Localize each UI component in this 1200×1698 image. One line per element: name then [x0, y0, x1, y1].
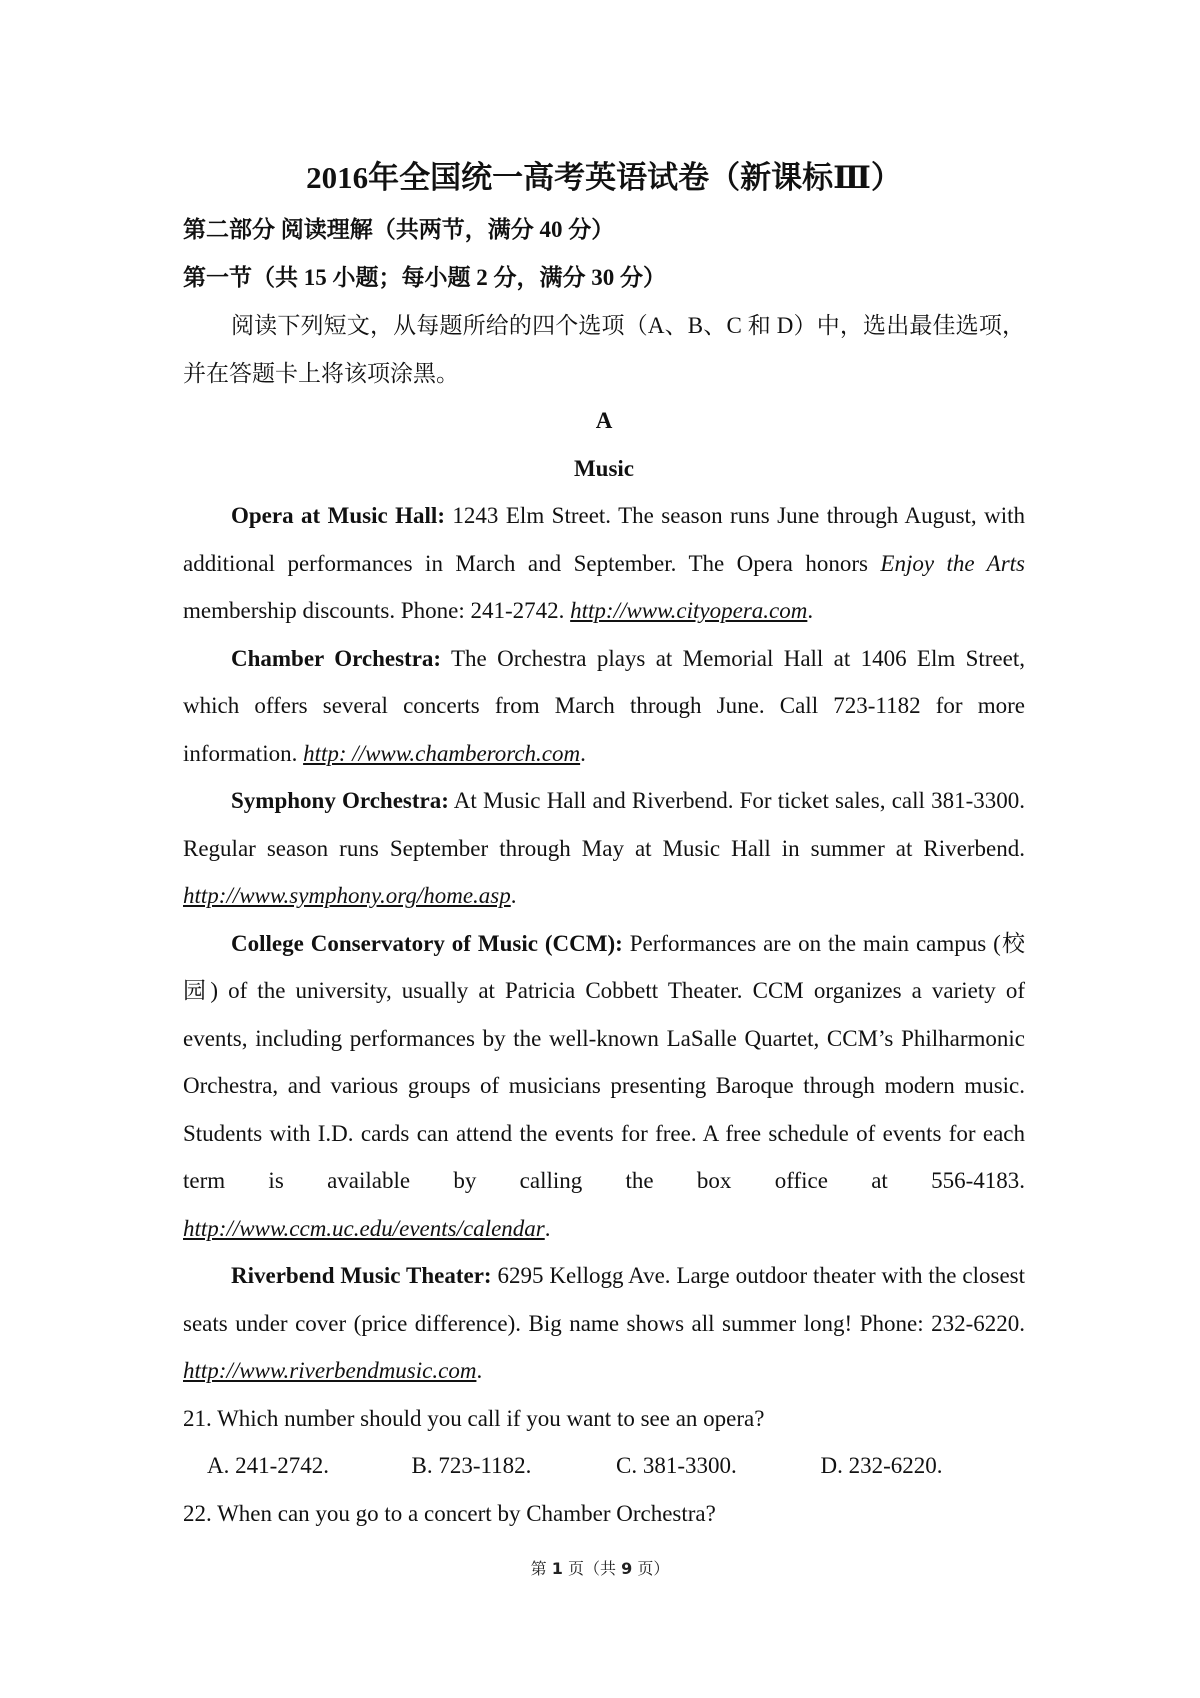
total-pages: 9 — [621, 1559, 633, 1578]
paragraph-text: 1243 Elm Street. The season runs June through August, with additional performances in March and September. The Opera honors — [183, 503, 1025, 576]
paragraph-ccm — [183, 920, 1025, 1253]
part-heading: 第二部分 阅读理解（共两节，满分 40 分） — [183, 217, 615, 242]
paragraph-text: membership discounts. Phone: 241-2742. — [183, 598, 571, 623]
page-title: 2016年全国统一高考英语试卷（新课标Ⅲ） — [306, 160, 902, 195]
url-link[interactable]: http://www.cityopera.com — [570, 598, 808, 623]
footer-middle: 页（共 — [562, 1559, 622, 1578]
punctuation: . — [476, 1358, 483, 1383]
url-link[interactable]: http://www.symphony.org/home.asp — [183, 883, 511, 908]
page-footer — [0, 1556, 1200, 1579]
paragraph-text: Performances are on the main campus (校园) of the university, usually at Patricia Cobbett Theater. CCM organizes a variety of events, including performances by the well-known LaSalle Quartet, CCM’s Philharmonic Orchestra, and various groups of musicians presenting Baroque through modern music. Students with I.D. cards can attend the events for free. A free schedule of events for each term is available by calling the box office at 556-4183. — [183, 930, 1025, 1193]
question-21: 21. Which number should you call if you want to see an opera? — [183, 1405, 765, 1431]
option-c: C. 381-3300. — [616, 1453, 737, 1478]
page-number: 1 — [551, 1559, 563, 1578]
passage-letter: A — [595, 408, 613, 433]
instruction-text: 阅读下列短文，从每题所给的四个选项（A、B、C 和 D）中，选出最佳选项，并在答题卡上将该项涂黑。 — [183, 313, 1025, 386]
punctuation: . — [544, 1215, 551, 1241]
punctuation: . — [807, 598, 814, 623]
punctuation: . — [510, 883, 517, 908]
paragraph-symphony — [183, 777, 1025, 920]
question-22: 22. When can you go to a concert by Chamber Orchestra? — [183, 1500, 716, 1526]
paragraph-riverbend — [183, 1252, 1025, 1395]
italic-text: Enjoy the Arts — [880, 550, 1026, 576]
option-b: B. 723-1182. — [411, 1453, 532, 1478]
paragraph-text: The Orchestra plays at Memorial Hall at 1406 Elm Street, which offers several concerts from March through June. Call 723-1182 for more information. — [183, 645, 1025, 766]
paragraph-text: 6295 Kellogg Ave. Large outdoor theater with the closest seats under cover (price difference). Big name shows all summer long! Phone: 232-6220. — [183, 1263, 1025, 1336]
venue-name: Riverbend Music Theater: — [231, 1263, 492, 1288]
page-content — [183, 150, 1025, 1537]
passage-heading: Music — [573, 455, 635, 481]
venue-name: College Conservatory of Music (CCM): — [231, 930, 623, 956]
url-link[interactable]: http: //www.chamberorch.com — [303, 740, 581, 766]
paragraph-opera — [183, 492, 1025, 635]
punctuation: . — [580, 740, 586, 766]
venue-name: Opera at Music Hall: — [231, 503, 445, 528]
option-d: D. 232-6220. — [820, 1453, 943, 1478]
question-21-options — [183, 1442, 1025, 1490]
url-link[interactable]: http://www.riverbendmusic.com — [183, 1358, 477, 1383]
paragraph-chamber — [183, 635, 1025, 778]
venue-name: Chamber Orchestra: — [231, 645, 442, 671]
section-heading: 第一节（共 15 小题；每小题 2 分，满分 30 分） — [183, 265, 666, 290]
footer-prefix: 第 — [530, 1559, 552, 1578]
venue-name: Symphony Orchestra: — [231, 788, 449, 813]
footer-suffix: 页） — [632, 1559, 670, 1578]
paragraph-text: At Music Hall and Riverbend. For ticket sales, call 381-3300. Regular season runs September through May at Music Hall in summer at Riverbend. — [183, 788, 1025, 861]
option-a: A. 241-2742. — [207, 1453, 330, 1478]
url-link[interactable]: http://www.ccm.uc.edu/events/calendar — [183, 1215, 545, 1241]
